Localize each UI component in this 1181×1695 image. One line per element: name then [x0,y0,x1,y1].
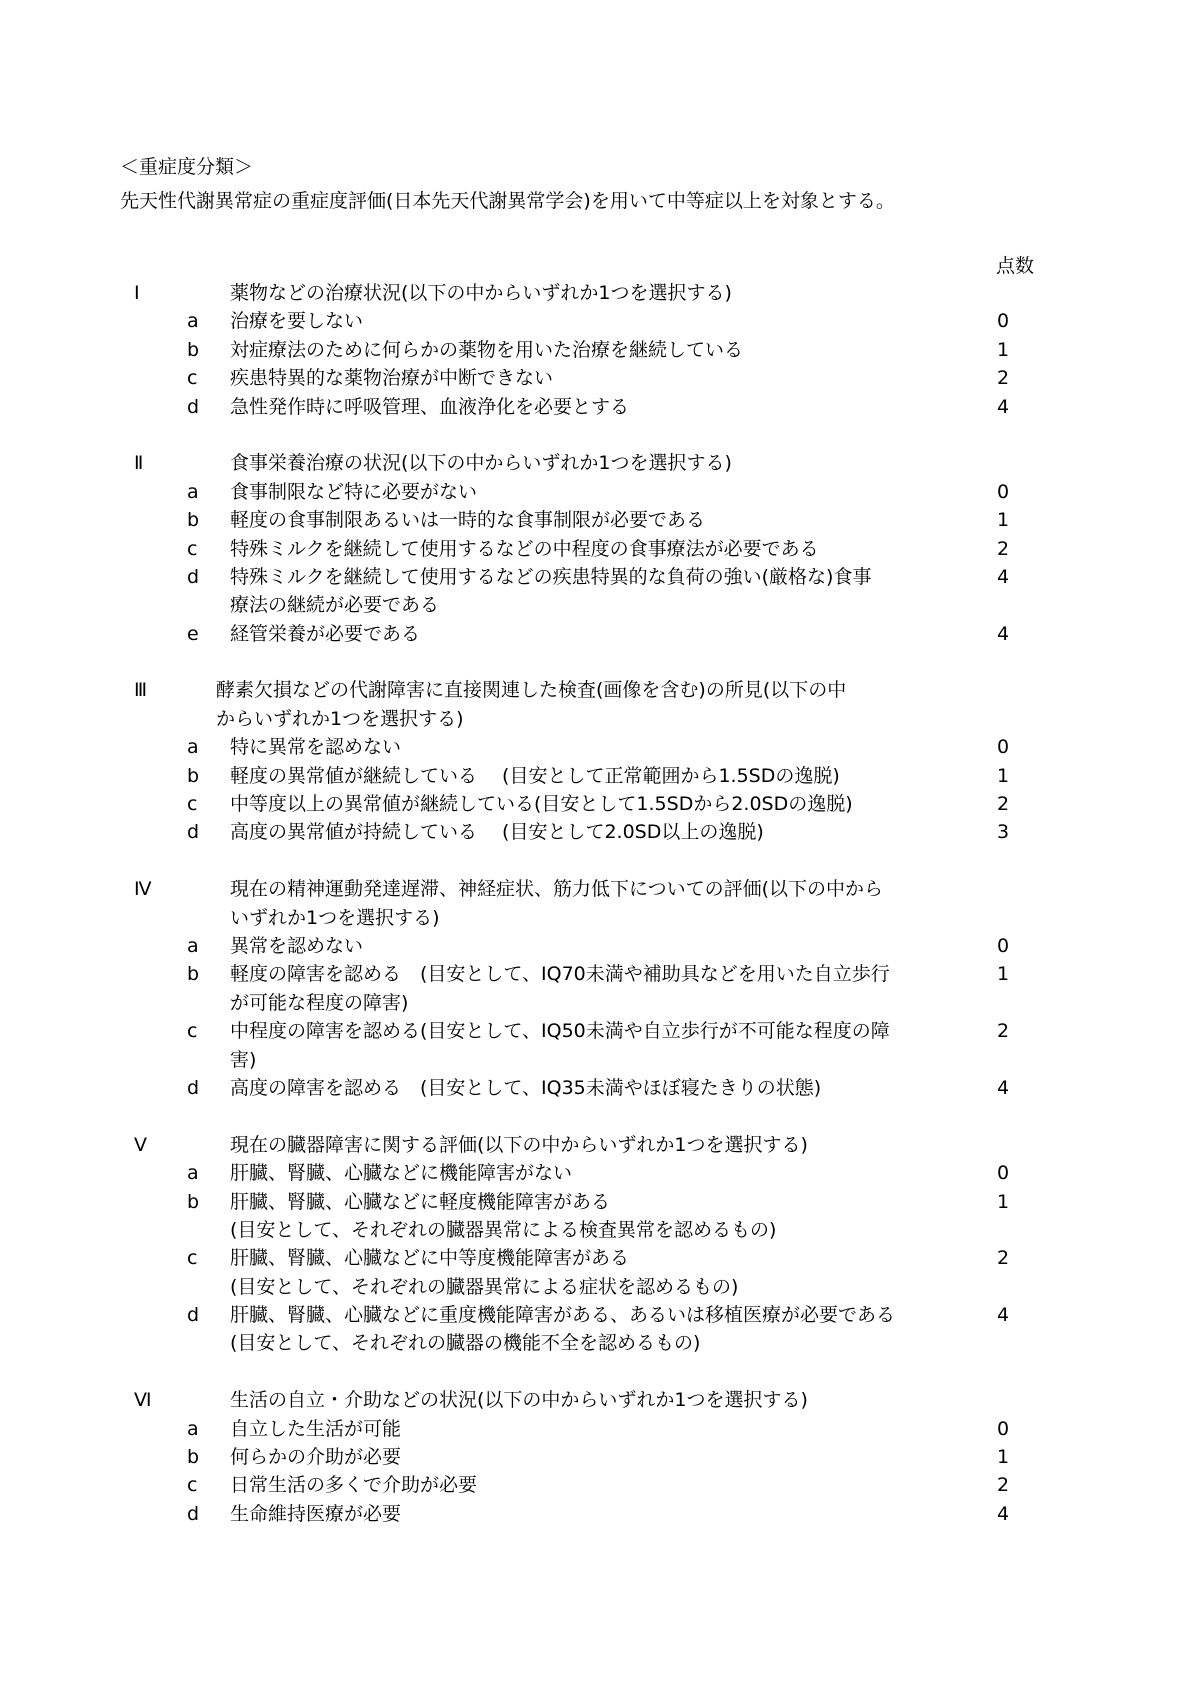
item-score: 1 [997,338,1010,361]
item-text: 特殊ミルクを継続して使用するなどの中程度の食事療法が必要である [230,537,819,560]
section-heading-line [0,875,1181,903]
item-score: 4 [997,565,1010,588]
section-heading-text: 現在の精神運動発達遅滞、神経症状、筋力低下についての評価(以下の中から [230,878,884,901]
item-score: 2 [997,1020,1010,1043]
section-heading-line [0,1386,1181,1414]
item-score: 0 [997,736,1010,759]
item-score: 4 [997,1076,1010,1099]
criteria-section [0,875,1181,1102]
item-letter: c [187,1247,198,1270]
item-text: 肝臓、腎臓、心臓などに重度機能障害がある、あるいは移植医療が必要である [230,1304,896,1327]
item-text: 軽度の食事制限あるいは一時的な食事制限が必要である [230,509,706,532]
section-heading-line [0,449,1181,477]
criteria-item [0,1273,1181,1301]
criteria-item [0,620,1181,648]
section-spacer [0,1102,1181,1130]
item-text: 害) [230,1048,257,1071]
item-letter: c [187,793,198,816]
section-title: ＜重症度分類＞ [120,156,254,178]
item-letter: a [187,934,199,957]
item-text: 対症療法のために何らかの薬物を用いた治療を継続している [230,338,744,361]
criteria-section [0,1131,1181,1358]
criteria-item [0,307,1181,335]
criteria-item [0,1443,1181,1471]
section-numeral: Ⅱ [134,452,144,475]
criteria-item [0,932,1181,960]
item-score: 1 [997,963,1010,986]
section-spacer [0,648,1181,676]
criteria-item [0,506,1181,534]
item-score: 2 [997,1247,1010,1270]
criteria-section [0,676,1181,846]
item-score: 0 [997,480,1010,503]
item-text: 肝臓、腎臓、心臓などに中等度機能障害がある [230,1247,630,1270]
section-numeral: Ⅰ [134,282,140,304]
item-text: が可能な程度の障害) [230,991,409,1014]
criteria-item [0,1244,1181,1272]
item-letter: b [187,338,200,361]
criteria-item [0,1415,1181,1443]
item-letter: c [187,1474,198,1497]
criteria-item [0,1500,1181,1528]
item-text: 食事制限など特に必要がない [230,480,478,503]
section-heading-line [0,904,1181,932]
item-letter: b [187,1190,200,1213]
item-text: 高度の障害を認める (目安として、IQ35未満やほぼ寝たきりの状態) [230,1076,822,1099]
section-heading-text: いずれか1つを選択する) [230,906,440,929]
item-text: 特に異常を認めない [230,736,402,759]
item-letter: d [187,1304,200,1327]
section-spacer [0,847,1181,875]
item-text: 日常生活の多くで介助が必要 [230,1474,478,1497]
item-text: (目安として、それぞれの臓器の機能不全を認めるもの) [230,1332,701,1355]
criteria-item [0,790,1181,818]
item-letter: d [187,565,200,588]
criteria-item [0,1188,1181,1216]
item-text: 治療を要しない [230,310,364,333]
section-numeral: Ⅴ [134,1133,147,1156]
criteria-item [0,762,1181,790]
section-heading-text: 酵素欠損などの代謝障害に直接関連した検査(画像を含む)の所見(以下の中 [216,679,847,702]
item-text: 軽度の障害を認める (目安として、IQ70未満や補助具などを用いた自立歩行 [230,963,890,986]
item-text: (目安として、それぞれの臓器異常による症状を認めるもの) [230,1275,739,1298]
section-numeral: Ⅲ [134,679,148,702]
item-score: 0 [997,310,1010,333]
criteria-item [0,1471,1181,1499]
item-letter: d [187,1076,200,1099]
section-heading-text: 現在の臓器障害に関する評価(以下の中からいずれか1つを選択する) [230,1133,808,1156]
criteria-item [0,336,1181,364]
item-text: 生命維持医療が必要 [230,1502,402,1525]
item-letter: b [187,1446,200,1469]
item-text: 肝臓、腎臓、心臓などに軽度機能障害がある [230,1190,611,1213]
item-score: 4 [997,1304,1010,1327]
criteria-item [0,563,1181,591]
item-text: 何らかの介助が必要 [230,1446,402,1469]
item-score: 1 [997,509,1010,532]
score-column-header: 点数 [996,255,1035,277]
criteria-item [0,1301,1181,1329]
criteria-item [0,1216,1181,1244]
item-letter: a [187,1417,199,1440]
item-letter: c [187,537,198,560]
item-score: 2 [997,793,1010,816]
criteria-item [0,535,1181,563]
item-text: 肝臓、腎臓、心臓などに機能障害がない [230,1162,573,1185]
criteria-section [0,279,1181,421]
section-heading-text: 生活の自立・介助などの状況(以下の中からいずれか1つを選択する) [230,1389,808,1412]
criteria-section [0,449,1181,648]
item-score: 1 [997,1446,1010,1469]
item-letter: e [187,622,199,645]
item-score: 0 [997,1162,1010,1185]
section-numeral: Ⅵ [134,1389,152,1412]
item-text: 疾患特異的な薬物治療が中断できない [230,367,554,390]
item-letter: c [187,1020,198,1043]
item-score: 2 [997,1474,1010,1497]
item-text: 高度の異常値が持続している (目安として2.0SD以上の逸脱) [230,821,764,844]
item-text: 中等度以上の異常値が継続している(目安として1.5SDから2.0SDの逸脱) [230,793,853,816]
item-text: 療法の継続が必要である [230,594,440,617]
section-spacer [0,1358,1181,1386]
item-score: 1 [997,1190,1010,1213]
item-letter: d [187,1502,200,1525]
item-letter: b [187,764,200,787]
section-heading-text: 食事栄養治療の状況(以下の中からいずれか1つを選択する) [230,452,732,475]
item-text: 異常を認めない [230,934,364,957]
section-heading-line [0,705,1181,733]
criteria-item [0,1159,1181,1187]
item-letter: a [187,310,199,333]
item-score: 4 [997,395,1010,418]
item-text: 経管栄養が必要である [230,622,421,645]
section-numeral: Ⅳ [134,878,152,901]
item-letter: b [187,963,200,986]
criteria-item [0,591,1181,619]
item-score: 2 [997,367,1010,390]
item-text: 中程度の障害を認める(目安として、IQ50未満や自立歩行が不可能な程度の障 [230,1020,890,1043]
item-text: 自立した生活が可能 [230,1417,402,1440]
criteria-item [0,393,1181,421]
severity-criteria-list [0,279,1181,1528]
intro-text: 先天性代謝異常症の重症度評価(日本先天代謝異常学会)を用いて中等症以上を対象とする。 [120,190,895,212]
criteria-item [0,818,1181,846]
item-text: 軽度の異常値が継続している (目安として正常範囲から1.5SDの逸脱) [230,764,840,787]
criteria-item [0,1017,1181,1045]
item-score: 3 [997,821,1010,844]
item-text: 急性発作時に呼吸管理、血液浄化を必要とする [230,395,630,418]
item-letter: d [187,821,200,844]
criteria-item [0,1329,1181,1357]
item-letter: a [187,736,199,759]
item-letter: c [187,367,198,390]
item-text: 特殊ミルクを継続して使用するなどの疾患特異的な負荷の強い(厳格な)食事 [230,565,872,588]
item-score: 4 [997,622,1010,645]
criteria-item [0,989,1181,1017]
section-heading-text: 薬物などの治療状況(以下の中からいずれか1つを選択する) [230,282,732,304]
section-spacer [0,421,1181,449]
section-heading-line [0,1131,1181,1159]
item-letter: a [187,1162,199,1185]
criteria-item [0,960,1181,988]
criteria-item [0,1046,1181,1074]
item-score: 1 [997,764,1010,787]
section-heading-line [0,279,1181,307]
criteria-section [0,1386,1181,1528]
section-heading-line [0,676,1181,704]
criteria-item [0,478,1181,506]
section-heading-text: からいずれか1つを選択する) [216,707,464,730]
item-letter: b [187,509,200,532]
item-score: 4 [997,1502,1010,1525]
criteria-item [0,733,1181,761]
criteria-item [0,1074,1181,1102]
item-score: 0 [997,1417,1010,1440]
item-score: 0 [997,934,1010,957]
criteria-item [0,364,1181,392]
item-score: 2 [997,537,1010,560]
item-letter: d [187,395,200,418]
item-letter: a [187,480,199,503]
item-text: (目安として、それぞれの臓器異常による検査異常を認めるもの) [230,1218,777,1241]
